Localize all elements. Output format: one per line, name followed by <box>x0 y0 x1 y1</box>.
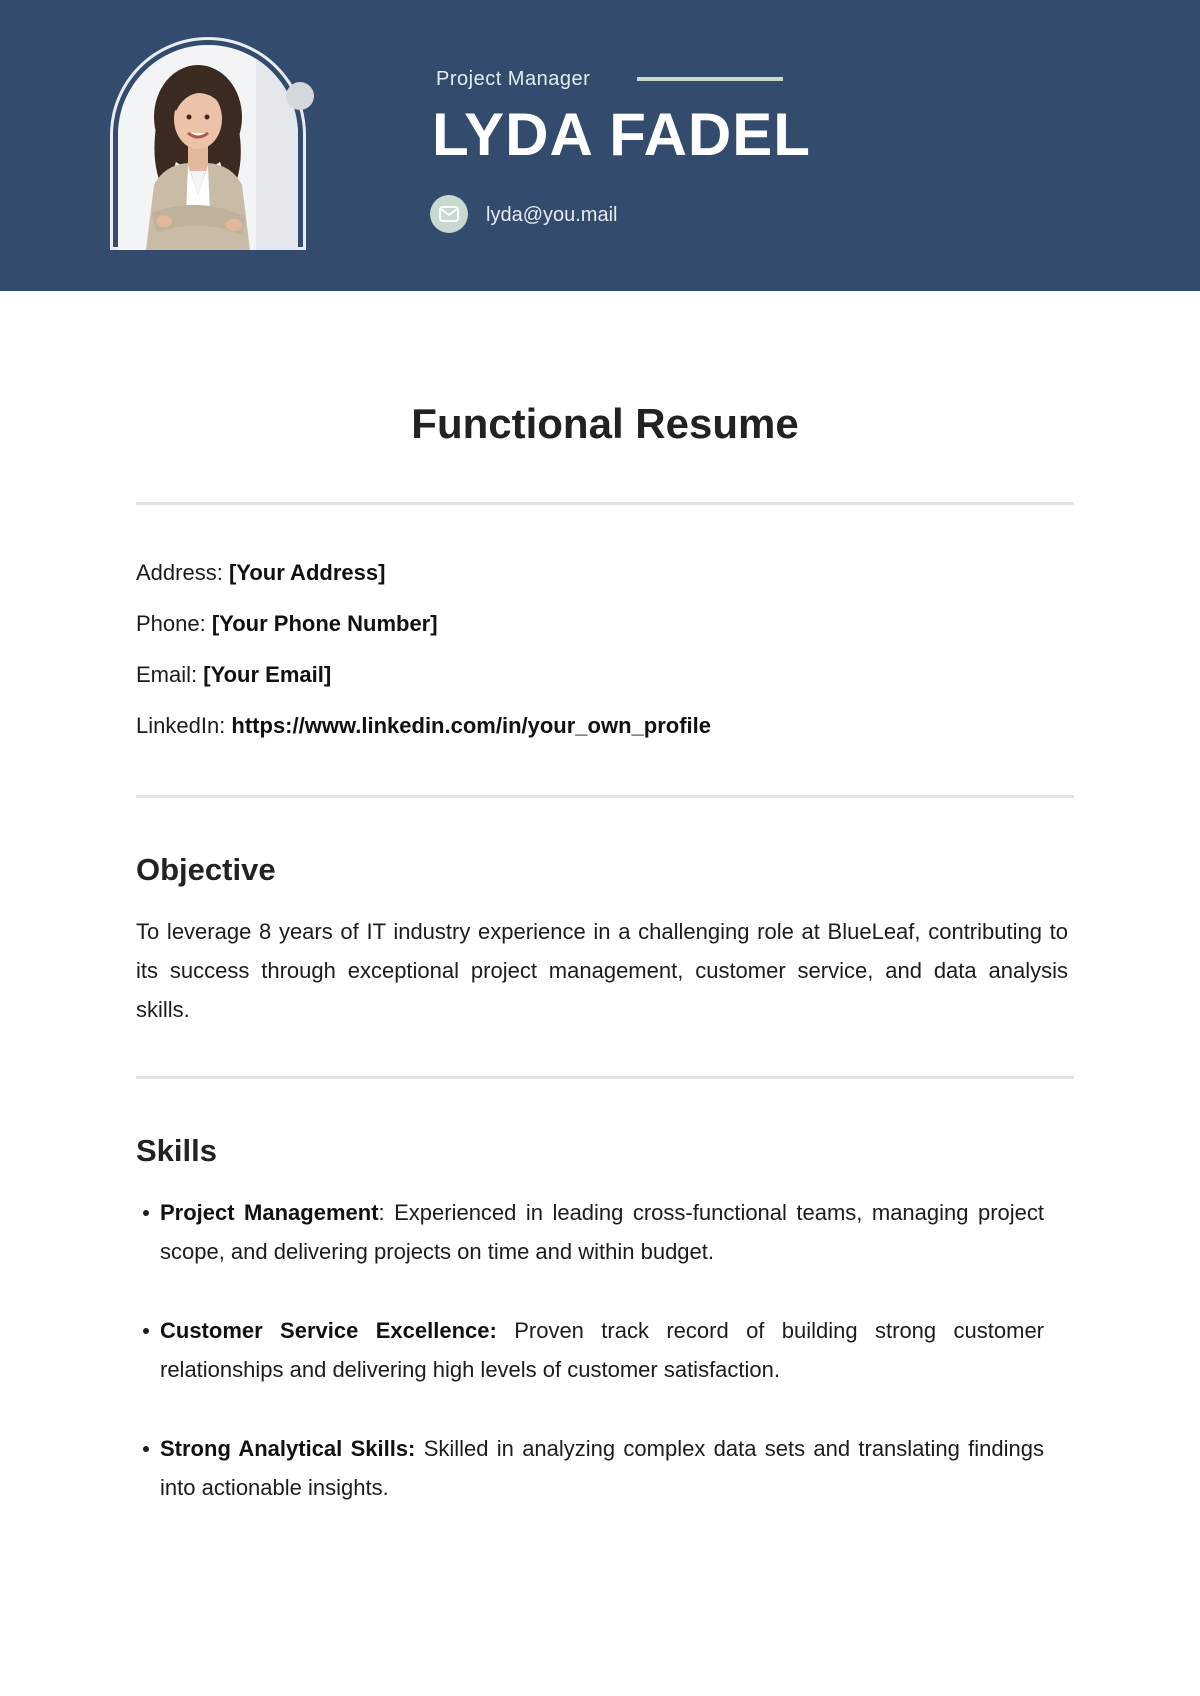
address-label: Address: <box>136 560 223 585</box>
skill-description: Proven track record of building strong customer relationships and delivering high levels of customer satisfaction. <box>160 1318 1045 1382</box>
decorative-dot <box>286 82 314 110</box>
address-line <box>136 560 385 586</box>
resume-header <box>0 0 1200 291</box>
skill-item: Project Management: Experienced in leading cross-functional teams, managing project scope, and delivering projects on time and within budget. <box>160 1193 1044 1271</box>
skill-title: Customer Service Excellence: <box>160 1318 497 1343</box>
divider <box>136 502 1074 505</box>
skill-description: Skilled in analyzing complex data sets and translating findings into actionable insights. <box>160 1436 1045 1500</box>
skills-heading: Skills <box>136 1133 217 1168</box>
skill-item <box>160 1429 1044 1507</box>
objective-text: To leverage 8 years of IT industry experience in a challenging role at BlueLeaf, contributing to its success through exceptional project management, customer service, and data analysis skills. <box>136 919 1068 1022</box>
phone-value: [Your Phone Number] <box>211 611 438 636</box>
phone-label: Phone: <box>136 611 206 636</box>
email-value: [Your Email] <box>203 662 332 687</box>
header-email[interactable]: lyda@you.mail <box>486 204 618 226</box>
role-accent-line <box>637 77 783 81</box>
skill-title: Project Management <box>160 1200 379 1225</box>
linkedin-label: LinkedIn: <box>136 713 226 738</box>
linkedin-link[interactable]: https://www.linkedin.com/in/your_own_profile <box>231 713 711 738</box>
envelope-icon <box>430 195 468 233</box>
job-role: Project Manager <box>436 68 591 90</box>
bullet-icon <box>143 1210 149 1216</box>
phone-line <box>136 611 438 637</box>
skill-title: Strong Analytical Skills: <box>160 1436 416 1461</box>
email-line <box>136 662 331 688</box>
person-name: LYDA FADEL <box>432 101 811 168</box>
bullet-icon <box>143 1328 149 1334</box>
bullet-icon <box>143 1446 149 1452</box>
skill-description: Experienced in leading cross-functional teams, managing project scope, and delivering projects on time and within budget. <box>160 1200 1044 1264</box>
divider <box>136 1076 1074 1079</box>
document-title: Functional Resume <box>411 400 799 447</box>
profile-photo <box>118 45 298 250</box>
email-label: Email: <box>136 662 198 687</box>
address-value: [Your Address] <box>228 560 386 585</box>
objective-heading: Objective <box>136 852 276 887</box>
divider <box>136 795 1074 798</box>
skill-item <box>160 1311 1044 1389</box>
linkedin-line <box>136 713 711 739</box>
